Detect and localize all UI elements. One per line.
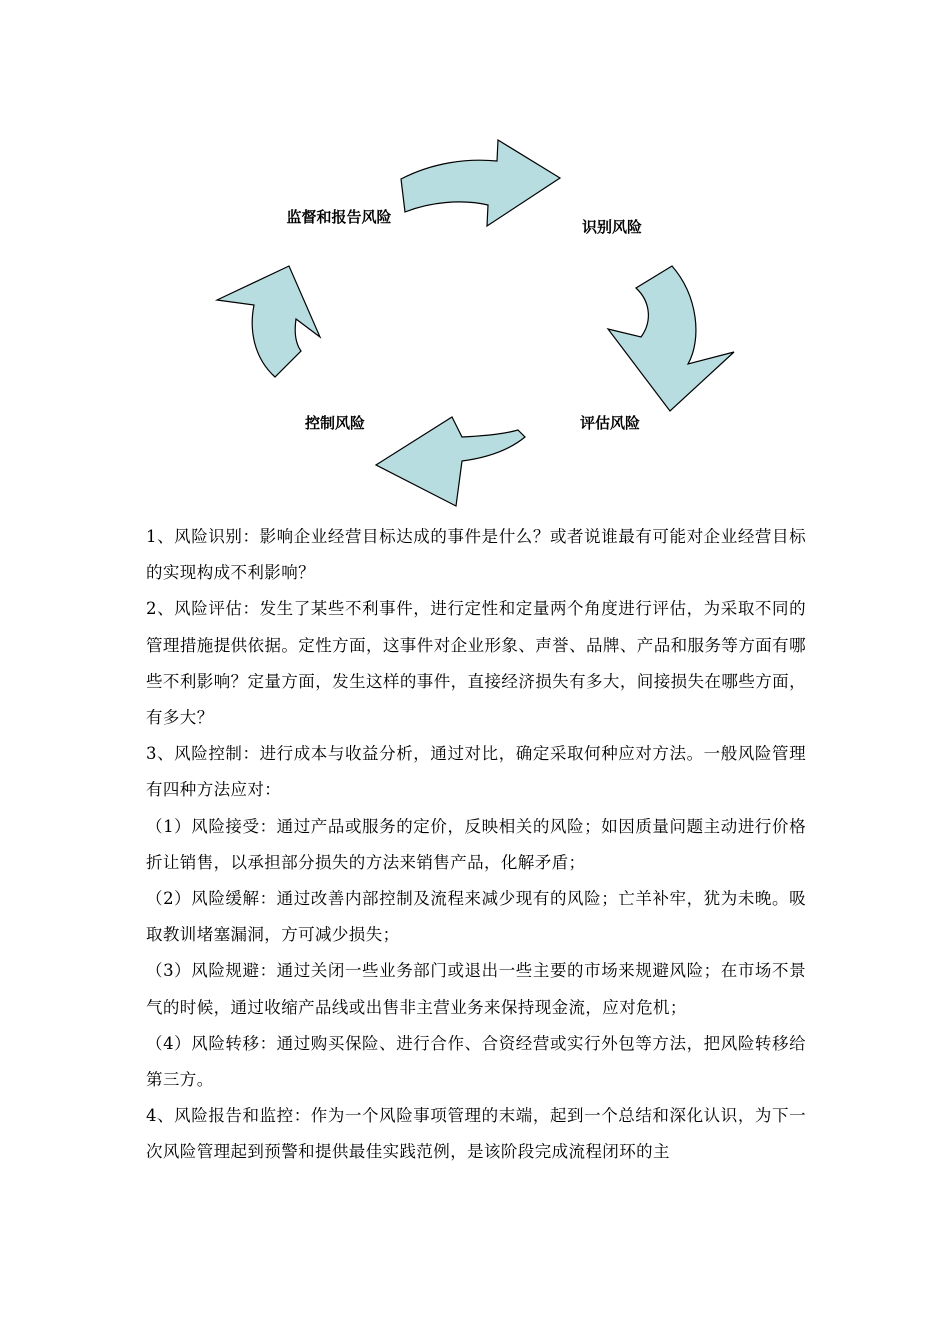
paragraph-risk-transfer: （4）风险转移：通过购买保险、进行合作、合资经营或实行外包等方法，把风险转移给第三方。 [146,1033,806,1090]
node-monitor-report-risk: 监督和报告风险 [286,208,392,226]
cycle-arrows [0,0,950,520]
node-evaluate-risk: 评估风险 [580,414,641,432]
paragraph-risk-acceptance: （1）风险接受：通过产品或服务的定价，反映相关的风险；如因质量问题主动进行价格折让销售，以承担部分损失的方法来销售产品，化解矛盾； [146,816,806,872]
paragraph-risk-identification: 1、风险识别：影响企业经营目标达成的事件是什么？或者说谁最有可能对企业经营目标的实现构成不利影响？ [146,527,806,583]
paragraph-risk-report-monitor: 4、风险报告和监控：作为一个风险事项管理的末端，起到一个总结和深化认识，为下一次风险管理起到预警和提供最佳实践范例，是该阶段完成流程闭环的主 [146,1106,806,1162]
arrow-monitor-to-identify [401,140,560,226]
arrow-control-to-monitor [217,266,320,377]
arrow-identify-to-evaluate [608,266,734,411]
node-control-risk: 控制风险 [305,414,366,432]
arrow-evaluate-to-control [376,417,525,506]
node-identify-risk: 识别风险 [582,218,643,236]
paragraph-risk-evaluation: 2、风险评估：发生了某些不利事件，进行定性和定量两个角度进行评估，为采取不同的管理措施提供依据。定性方面，这事件对企业形象、声誉、品牌、产品和服务等方面有哪些不利影响？定量方面，发生这样的事件，直接经济损失有多大，间接损失在哪些方面，有多大？ [146,599,806,728]
paragraph-risk-mitigation: （2）风险缓解：通过改善内部控制及流程来减少现有的风险；亡羊补牢，犹为未晚。吸取教训堵塞漏洞，方可减少损失； [146,889,806,945]
paragraph-risk-control: 3、风险控制：进行成本与收益分析，通过对比，确定采取何种应对方法。一般风险管理有四种方法应对： [146,744,806,800]
paragraph-risk-avoidance: （3）风险规避：通过关闭一些业务部门或退出一些主要的市场来规避风险；在市场不景气的时候，通过收缩产品线或出售非主营业务来保持现金流，应对危机； [146,961,806,1017]
body-text [146,519,806,1171]
risk-cycle-diagram [0,0,950,520]
